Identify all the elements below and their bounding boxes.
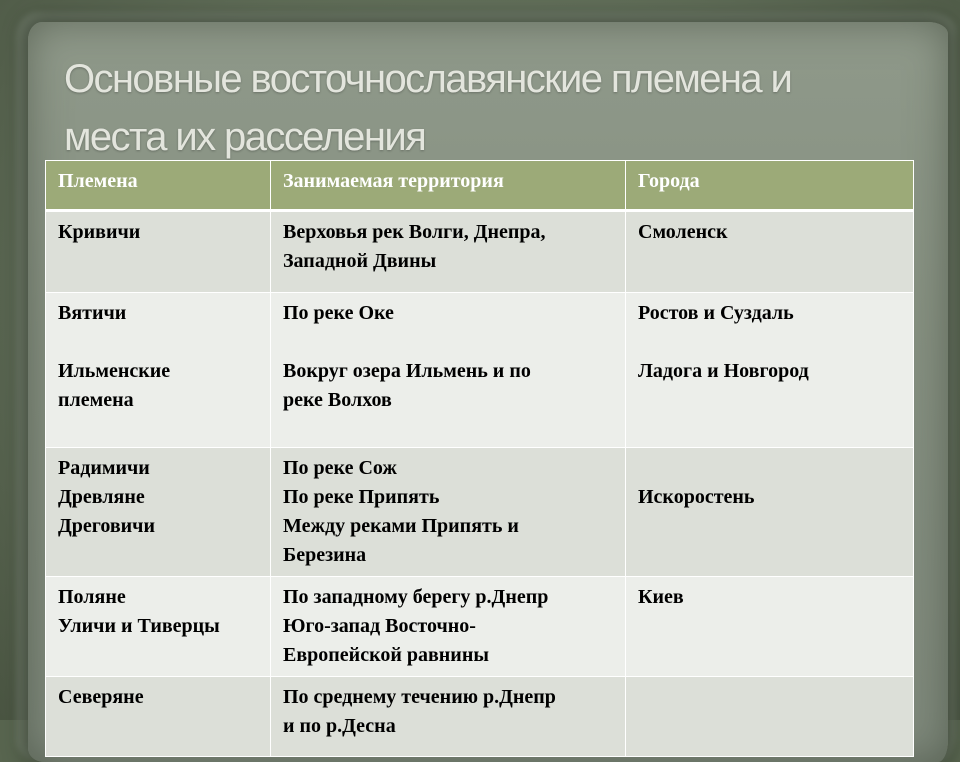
cell-tribes: [46, 448, 271, 577]
cell-text: Северяне: [58, 686, 144, 708]
cell-text: Дреговичи: [58, 515, 155, 537]
title-line-2: места их расселения: [64, 115, 426, 159]
cell-cities: [626, 677, 914, 757]
cell-text: Между реками Припять и: [283, 515, 519, 537]
header-territory: Занимаемая территория: [271, 161, 626, 211]
cell-tribes: [46, 677, 271, 757]
cell-text: Радимичи: [58, 457, 150, 479]
cell-territory: [271, 577, 626, 677]
cell-text: Вятичи: [58, 302, 127, 324]
title-line-1: Основные восточнославянские племена и: [64, 57, 792, 101]
tribes-table: [45, 160, 914, 757]
cell-text: Ростов и Суздаль: [638, 302, 794, 324]
cell-text: По западному берегу р.Днепр: [283, 586, 549, 608]
table-row: [46, 677, 914, 757]
slide-title: [64, 50, 924, 166]
cell-gap: [283, 328, 613, 357]
cell-gap: [638, 454, 901, 483]
cell-text: По реке Оке: [283, 302, 394, 324]
cell-text: реке Волхов: [283, 389, 392, 411]
table-header-row: [46, 161, 914, 211]
cell-territory: [271, 448, 626, 577]
cell-territory: [271, 211, 626, 293]
table-row: [46, 448, 914, 577]
cell-text: Кривичи: [58, 221, 141, 243]
cell-text: Вокруг озера Ильмень и по: [283, 360, 531, 382]
cell-text: Поляне: [58, 586, 126, 608]
cell-territory: [271, 293, 626, 448]
header-tribes: Племена: [46, 161, 271, 211]
cell-territory: [271, 677, 626, 757]
cell-text: Ладога и Новгород: [638, 360, 809, 382]
cell-text: Искоростень: [638, 486, 755, 508]
cell-text: Европейской равнины: [283, 644, 489, 666]
header-cities: Города: [626, 161, 914, 211]
cell-cities: [626, 211, 914, 293]
table-row: [46, 211, 914, 293]
cell-text: По реке Сож: [283, 457, 397, 479]
cell-text: Западной Двины: [283, 250, 437, 272]
cell-text: Древляне: [58, 486, 145, 508]
cell-cities: [626, 448, 914, 577]
cell-text: По среднему течению р.Днепр: [283, 686, 556, 708]
cell-text: Уличи и Тиверцы: [58, 615, 220, 637]
cell-tribes: [46, 577, 271, 677]
cell-tribes: [46, 211, 271, 293]
cell-text: Ильменские: [58, 360, 171, 382]
cell-tribes: [46, 293, 271, 448]
cell-text: Березина: [283, 544, 367, 566]
cell-text: и по р.Десна: [283, 715, 396, 737]
cell-gap: [58, 328, 258, 357]
cell-gap: [638, 328, 901, 357]
table-row: [46, 577, 914, 677]
cell-cities: [626, 293, 914, 448]
cell-cities: [626, 577, 914, 677]
cell-text: Верховья рек Волги, Днепра,: [283, 221, 546, 243]
cell-text: племена: [58, 389, 134, 411]
cell-text: Смоленск: [638, 221, 728, 243]
table-row: [46, 293, 914, 448]
cell-text: По реке Припять: [283, 486, 440, 508]
cell-text: Юго-запад Восточно-: [283, 615, 476, 637]
cell-text: Киев: [638, 586, 684, 608]
